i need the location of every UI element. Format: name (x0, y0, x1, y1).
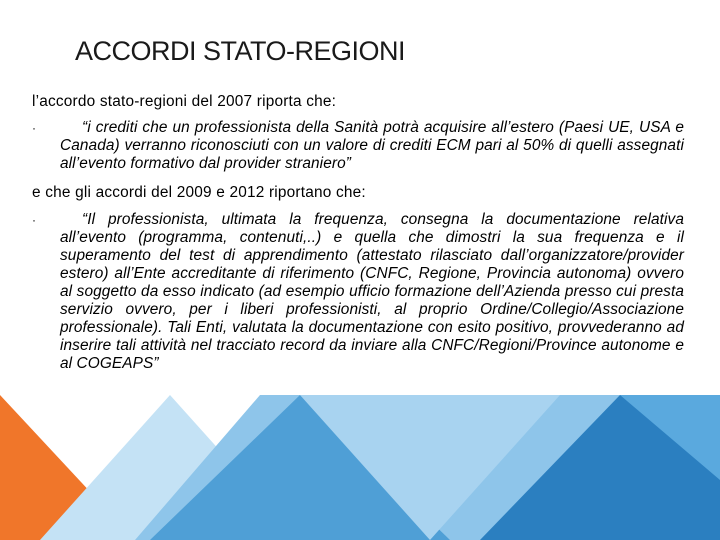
quote-text-2: “Il professionista, ultimata la frequenza, consegna la documentazione relativa all’evento (programma, contenuti,..) e quella che dimostri la sua frequenza e il superamento del test di apprendimento (attestato rilasciato dall’organizzatore/provider estero) all’Ente accreditante di riferimento (CNFC, Regione, Provincia autonoma) ovvero al soggetto da esso indicato (ad esempio ufficio formazione dell’Azienda presso cui presta servizio ovvero, per i liberi professionisti, al proprio Ordine/Collegio/Associazione professionale). Tali Enti, valutata la documentazione con esito positivo, provvederanno ad inserire tali attività nel tracciato record da inviare alla CNFC/Regioni/Province autonome e al COGEAPS” (60, 211, 684, 372)
intro-text-2: e che gli accordi del 2009 e 2012 riportano che: (32, 184, 366, 201)
bullet-symbol: · (32, 213, 37, 227)
slide-title: ACCORDI STATO-REGIONI (75, 36, 406, 66)
quote-text-1: “i crediti che un professionista della Sanità potrà acquisire all’estero (Paesi UE, USA e Canada) verranno riconosciuti con un valore di crediti ECM pari al 50% di quelli assegnati all’evento formativo dal provider straniero” (60, 119, 684, 172)
quote-bullet-1 (32, 119, 684, 173)
intro-text-1: l’accordo stato-regioni del 2007 riporta che: (32, 93, 337, 110)
quote-bullet-2 (32, 211, 684, 373)
bullet-symbol: · (32, 121, 37, 135)
